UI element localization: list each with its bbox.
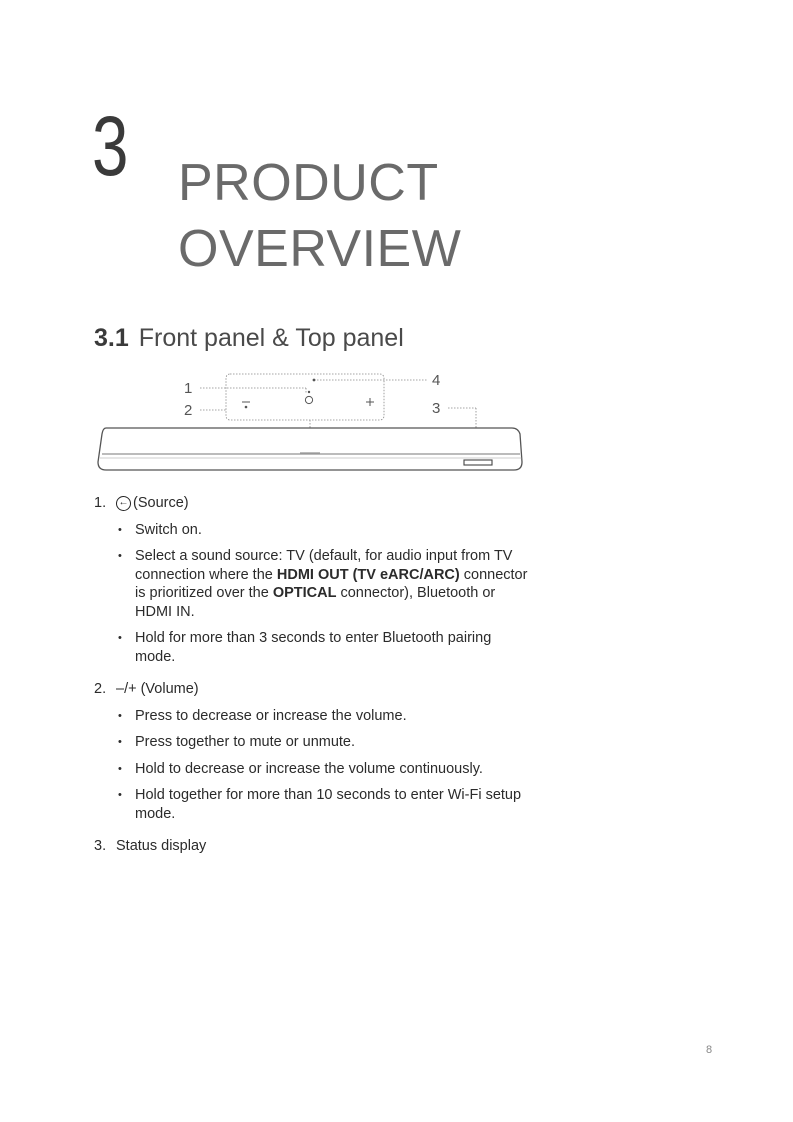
bullet-text: Hold for more than 3 seconds to enter Bluetooth pairing mode. <box>135 630 492 665</box>
list-item <box>94 837 534 856</box>
section-heading <box>94 324 404 353</box>
list-item <box>94 494 534 666</box>
bullet-item <box>118 733 534 752</box>
bullet-text: OPTICAL <box>272 585 337 601</box>
callout-4: 4 <box>432 372 441 389</box>
bullet-item <box>118 760 534 779</box>
list-item-heading <box>94 837 534 856</box>
bullet-list <box>94 707 534 824</box>
bullet-text: Hold to decrease or increase the volume continuously. <box>135 760 483 777</box>
source-button-icon <box>305 396 312 403</box>
bullet-item <box>118 786 534 823</box>
bullet-text: Select a sound source: TV (default, for audio input from TV connection where the <box>135 548 513 583</box>
list-item-title: –/+ (Volume) <box>116 681 199 697</box>
bullet-item <box>118 547 534 621</box>
soundbar-figure <box>96 368 526 478</box>
list-item-heading <box>94 494 534 513</box>
bullet-text: HDMI OUT (TV eARC/ARC) <box>276 566 460 583</box>
bullet-text: Press together to mute or unmute. <box>135 734 356 750</box>
list-item-heading <box>94 680 534 699</box>
source-icon: ← <box>116 496 131 511</box>
list-item-title: Status display <box>116 838 207 854</box>
bullet-text: Press to decrease or increase the volume. <box>135 707 407 724</box>
item-list <box>94 494 534 870</box>
bullet-text: Switch on. <box>135 521 202 538</box>
list-item-number: 3. <box>94 838 107 854</box>
bullet-text: Hold together for more than 10 seconds to enter Wi-Fi setup mode. <box>135 787 522 822</box>
callout-1: 1 <box>184 380 193 397</box>
list-item-title: (Source) <box>133 495 189 511</box>
bullet-text: connector is prioritized over the <box>135 566 528 601</box>
bullet-item <box>118 629 534 666</box>
chapter-title <box>178 150 461 282</box>
callout-2: 2 <box>184 402 193 419</box>
section-number: 3.1 <box>94 324 129 352</box>
section-title: Front panel & Top panel <box>138 324 404 352</box>
soundbar-body <box>98 428 522 470</box>
chapter-title-line2: OVERVIEW <box>178 220 462 278</box>
list-item <box>94 680 534 823</box>
chapter-number: 3 <box>92 99 127 193</box>
list-item-number: 2. <box>94 681 107 697</box>
page-number: 8 <box>706 1044 713 1056</box>
chapter-title-line1: PRODUCT <box>178 154 439 212</box>
bullet-text: connector), Bluetooth or HDMI IN. <box>135 585 496 620</box>
callout-3: 3 <box>432 400 441 417</box>
list-item-number: 1. <box>94 495 107 511</box>
bullet-item <box>118 707 534 726</box>
bullet-list <box>94 521 534 667</box>
bullet-item <box>118 521 534 540</box>
